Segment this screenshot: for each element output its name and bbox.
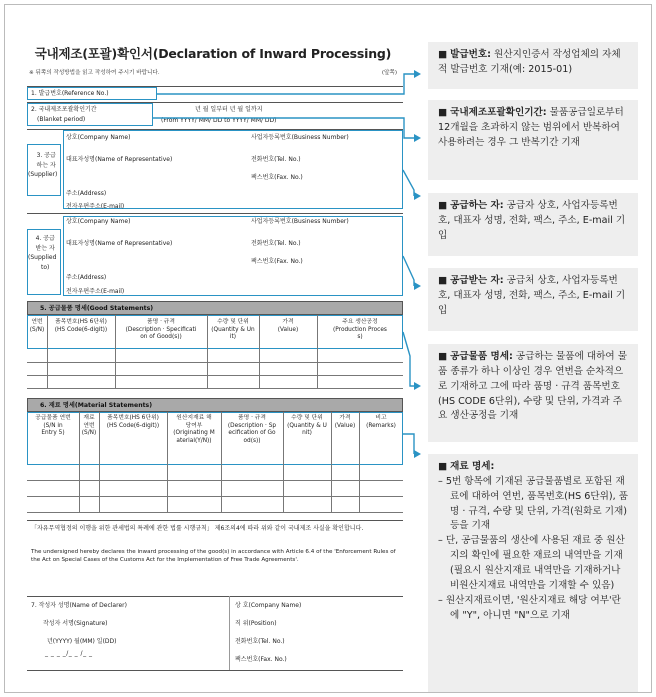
goods-grid: [317, 315, 318, 388]
list-item-text: 원산지재료이면, '원산지재료 해당 여부'란에 "Y", 아니면 "N"으로 기재: [445, 594, 621, 621]
declarer-date-blank: _ _ _ _/_ _ /_ _: [45, 650, 93, 657]
supplied-fax: 팩스번호(Fax. No.): [251, 258, 303, 265]
list-item: – 단, 공급물품의 생산에 사용된 재료 중 원산지의 확인에 필요한 재료의 내역만을 기재(필요시 원산지재료 내역만을 기재하거나 비원산지재료 내역만을 기재할 수 있음): [438, 535, 625, 591]
blanket-sublabel: (Blanket period): [37, 116, 86, 123]
materials-col-quantity: 수량 및 단위 (Quantity & U nit): [287, 415, 327, 437]
callout-supplier: [428, 193, 638, 256]
goods-col-process: 주요 생산공정 (Production Proces s): [333, 319, 387, 341]
blanket-dates: (From YYYY/ MM/ DD to YYYY/ MM/ DD): [161, 117, 277, 124]
bullet-icon: ■: [438, 351, 448, 362]
bullet-icon: ■: [438, 461, 448, 472]
materials-grid: [359, 412, 360, 512]
blanket-range: 년 월 일부터 년 월 일까지: [195, 106, 263, 113]
goods-col-hs: 품목번호(HS 6단위) (HS Code(6-digit)): [54, 319, 108, 333]
materials-col-remarks: 비고 (Remarks): [366, 415, 396, 429]
callout-title: 공급하는 자:: [450, 200, 504, 211]
materials-grid: [221, 412, 222, 512]
supplied-fields-highlight: [63, 216, 403, 296]
materials-grid: [167, 412, 168, 512]
goods-grid: [27, 362, 403, 363]
list-item-text: 단, 공급물품의 생산에 사용된 재료 중 원산지의 확인에 필요한 재료의 내역만을 기재(필요시 원산지재료 내역만을 기재하거나 비원산지재료 내역만을 기재할 수 있음): [445, 535, 625, 591]
callout-text: 공급하는 물품에 대하여 물품 종류가 하나 이상인 경우 연번을 순차적으로 기재하고 그에 따라 품명 · 규격 품목번호(HS CODE 6단위), 수량 및 단위, 가격과 주요 생산공정을 기재: [438, 351, 628, 422]
declarer-position: 직 위(Position): [235, 620, 277, 627]
callout-supplied: [428, 268, 638, 331]
materials-col-goods-sn: 공급물품 연번 (S/N in Entry 5): [35, 415, 71, 437]
callout-goods: [428, 344, 638, 442]
bullet-icon: ■: [438, 49, 448, 60]
list-item: – 5번 항목에 기재된 공급물품별로 포함된 재료에 대하여 연번, 품목번호(HS 6단위), 품명 · 규격, 수량 및 단위, 가격(원화로 기재) 등을 기재: [438, 475, 628, 532]
goods-col-quantity: 수량 및 단위 (Quantity & Un it): [211, 319, 255, 341]
materials-grid: [27, 512, 403, 513]
supplier-label: [28, 151, 58, 180]
declarer-border: [27, 596, 403, 597]
materials-grid: [99, 412, 100, 512]
bullet-icon: ■: [438, 275, 448, 286]
list-item-text: 5번 항목에 기재된 공급물품별로 포함된 재료에 대하여 연번, 품목번호(HS 6단위), 품명 · 규격, 수량 및 단위, 가격(원화로 기재) 등을 기재: [445, 475, 628, 532]
goods-grid: [115, 315, 116, 388]
bullet-icon: ■: [438, 107, 448, 118]
supplier-tel: 전화번호(Tel. No.): [251, 156, 301, 163]
callout-materials: [428, 454, 638, 692]
callout-title: 국내제조포괄확인기간:: [450, 107, 547, 118]
goods-grid: [259, 315, 260, 388]
supplier-label-line: (Supplier): [28, 171, 58, 179]
goods-grid: [207, 315, 208, 388]
declaration-en: The undersigned hereby declares the inward processing of the good(s) in accordance with Article 6.4 of the 'Enforcement Rules of the Act on Special Cases of the Customs Act for the Implementation of Free Trade Agreements'.: [31, 549, 396, 564]
materials-col-value: 가격 (Value): [334, 415, 356, 429]
materials-col-description: 품명 · 규격 (Description · Sp ecification of Go od(s)): [227, 415, 277, 444]
callout-reference: [428, 42, 638, 89]
callout-title: 재료 명세:: [450, 461, 495, 472]
declarer-tel: 전화번호(Tel. No.): [235, 638, 285, 645]
materials-grid: [79, 412, 80, 512]
materials-header-label: 6. 재료 명세(Material Statements): [40, 402, 153, 409]
supplier-label-line: 3. 공급: [36, 152, 56, 159]
materials-col-sn: 재료 연번 (S/N): [81, 415, 97, 437]
supplied-email: 전자우편주소(E-mail): [66, 288, 125, 295]
callout-title: 발급번호:: [450, 49, 491, 60]
goods-header: [27, 301, 403, 315]
form-bottom-border: [27, 670, 403, 671]
callout-text: 원산지인증서 작성업체의 자체적 발급번호 기재(예: 2015-01): [438, 49, 621, 75]
supplied-top-border: [27, 213, 403, 214]
declarer-company: 상 호(Company Name): [235, 602, 302, 609]
materials-grid: [331, 412, 332, 512]
supplied-address: 주소(Address): [66, 274, 107, 281]
materials-grid: [27, 480, 403, 481]
callout-materials-list: [438, 475, 629, 624]
declaration-border: [27, 520, 403, 521]
supplier-company: 상호(Company Name): [66, 134, 131, 141]
goods-grid: [27, 388, 403, 389]
supplier-label-line: 하는 자: [36, 161, 56, 169]
supplied-label-line: 받는 자: [35, 244, 55, 252]
form-note: ※ 뒤쪽의 작성방법을 읽고 작성하여 주시기 바랍니다.: [29, 70, 160, 76]
supplied-business-number: 사업자등록번호(Business Number): [251, 218, 349, 225]
declarer-name: 7. 작성자 성명(Name of Declarer): [31, 602, 127, 609]
declaration-form: [23, 26, 403, 686]
reference-label: 1. 발급번호(Reference No.): [31, 90, 109, 97]
declarer-signature: 작성자 서명(Signature): [43, 620, 108, 627]
declaration-ko: 「자유무역협정의 이행을 위한 관세법의 특례에 관한 법률 시행규칙」 제6조의4에 따라 위와 같이 국내제조 사실을 확인합니다.: [31, 525, 364, 532]
supplier-fax: 팩스번호(Fax. No.): [251, 174, 303, 181]
declarer-fax: 팩스번호(Fax. No.): [235, 656, 287, 663]
materials-col-originating: 원산지재료 해 당여부 (Originating M aterial(Y/N)): [173, 415, 215, 444]
callout-text: 물품공급일로부터 12개월을 초과하지 않는 범위에서 반복하여 사용하려는 경우 그 반복기간 기재: [438, 107, 624, 148]
materials-grid: [283, 412, 284, 512]
supplier-fields-highlight: [63, 130, 403, 209]
page-side: (앞쪽): [381, 70, 397, 76]
supplied-label: [28, 234, 57, 272]
goods-grid: [47, 315, 48, 388]
materials-grid: [27, 496, 403, 497]
goods-grid: [27, 375, 403, 376]
materials-header: [27, 398, 403, 412]
callout-text: 공급처 상호, 사업자등록번호, 대표자 성명, 전화, 팩스, 주소, E-mail 기입: [438, 275, 626, 316]
supplied-tel: 전화번호(Tel. No.): [251, 240, 301, 247]
goods-header-label: 5. 공급물품 명세(Good Statements): [40, 305, 154, 312]
supplied-company: 상호(Company Name): [66, 218, 131, 225]
supplier-business-number: 사업자등록번호(Business Number): [251, 134, 349, 141]
supplied-representative: 대표자성명(Name of Representative): [66, 240, 173, 247]
bullet-icon: ■: [438, 200, 448, 211]
declarer-divider: [229, 596, 230, 670]
callout-title: 공급물품 명세:: [450, 351, 513, 362]
callout-text: 공급자 상호, 사업자등록번호, 대표자 성명, 전화, 팩스, 주소, E-mail 기입: [438, 200, 626, 241]
materials-col-hs: 품목번호(HS 6단위) (HS Code(6-digit)): [106, 415, 160, 429]
supplied-label-line: 4. 공급: [35, 235, 55, 242]
goods-col-description: 품명 · 규격 (Description · Specificati on of Good(s)): [125, 319, 197, 341]
goods-col-value: 가격 (Value): [277, 319, 299, 333]
supplier-address: 주소(Address): [66, 190, 107, 197]
supplied-label-line: (Supplied: [28, 254, 57, 262]
form-title: 국내제조(포괄)확인서(Declaration of Inward Processing): [34, 46, 392, 61]
list-item: – 원산지재료이면, '원산지재료 해당 여부'란에 "Y", 아니면 "N"으로 기재: [438, 594, 621, 621]
declarer-date: 년(YYYY) 월(MM) 일(DD): [47, 638, 117, 645]
supplier-representative: 대표자성명(Name of Representative): [66, 156, 173, 163]
goods-col-sn: 연번 (S/N): [29, 319, 45, 333]
blanket-label: 2. 국내제조포괄확인기간: [31, 106, 97, 113]
supplier-email: 전자우편주소(E-mail): [66, 203, 125, 210]
callout-blanket: [428, 100, 638, 180]
callout-title: 공급받는 자:: [450, 275, 504, 286]
supplied-label-line: to): [41, 263, 50, 271]
